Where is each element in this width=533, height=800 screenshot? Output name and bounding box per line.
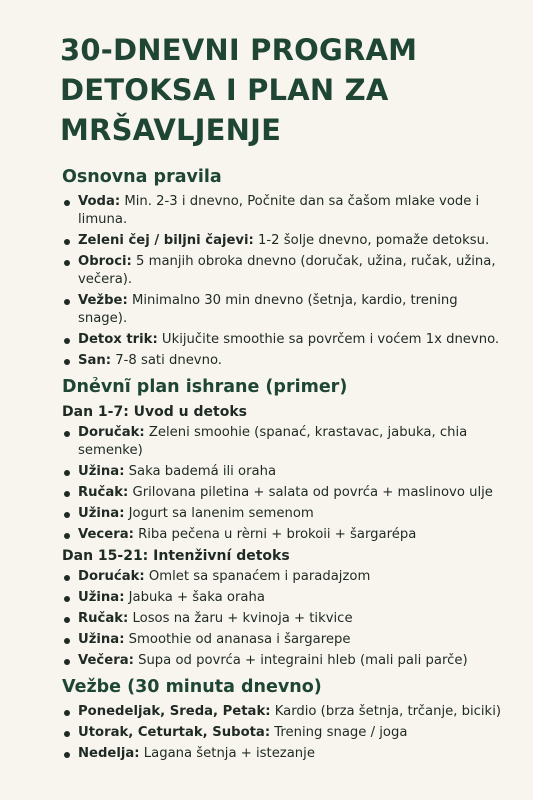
rules-list <box>62 193 509 370</box>
meal-plan-heading: Dnẻvnĩ plan ishrane (primer) <box>62 377 348 397</box>
item-text: 1-2 šolje dnevno, pomaže detoksu. <box>253 233 490 248</box>
phase2-list <box>62 568 509 670</box>
item-label: Večera: <box>78 653 134 668</box>
item-text: Losos na žaru + kvinoja + tikvice <box>128 611 353 626</box>
phase1-heading: Dan 1-7: Uvod u detoks <box>62 404 247 420</box>
meal-plan-section <box>62 376 509 670</box>
list-item <box>62 253 509 289</box>
item-label: Obroci: <box>78 254 132 269</box>
list-item <box>62 292 509 328</box>
item-label: Užina: <box>78 632 125 647</box>
list-item <box>62 724 509 742</box>
item-text: Min. 2-3 i dnevno, Počnite dan sa čašom mlake vode i limuna. <box>78 194 480 227</box>
item-text: Lagana šetnja + istezanje <box>139 746 315 761</box>
page-title <box>60 30 509 150</box>
item-label: Užina: <box>78 464 125 479</box>
item-label: Vecera: <box>78 527 134 542</box>
list-item <box>62 193 509 229</box>
item-text: Smoothie od ananasa i šargarepe <box>124 632 351 647</box>
list-item <box>62 505 509 523</box>
item-text: Minimalno 30 min dnevno (šetnja, kardio, trening snage). <box>78 293 458 326</box>
rules-section <box>62 166 509 370</box>
item-label: Doručak: <box>78 425 145 440</box>
item-text: Kardio (brza šetnja, trčanje, biciki) <box>270 704 501 719</box>
item-label: Ručak: <box>78 485 129 500</box>
item-label: Zeleni čej / biljni čajevi: <box>78 233 254 248</box>
item-label: Vežbe: <box>78 293 128 308</box>
list-item <box>62 610 509 628</box>
list-item <box>62 568 509 586</box>
item-text: Ukijučite smoothie sa povrčem i voćem 1x dnevno. <box>157 332 500 347</box>
item-text: Saka bademá ili oraha <box>124 464 277 479</box>
item-label: Užina: <box>78 590 125 605</box>
list-item <box>62 352 509 370</box>
exercise-section <box>62 676 509 763</box>
list-item <box>62 526 509 544</box>
list-item <box>62 589 509 607</box>
item-label: Detox trik: <box>78 332 158 347</box>
list-item <box>62 484 509 502</box>
phase1-list <box>62 424 509 544</box>
item-text: Omlet sa spanaćem i paradajzom <box>144 569 371 584</box>
item-label: Užina: <box>78 506 125 521</box>
item-text: 5 manjih obroka dnevno (doručak, užina, ručak, užina, večera). <box>78 254 496 287</box>
item-label: Utorak, Ceturtak, Subota: <box>78 725 271 740</box>
list-item <box>62 631 509 649</box>
item-text: Supa od povrća + integraini hleb (mali pali parče) <box>133 653 468 668</box>
list-item <box>62 331 509 349</box>
item-label: Ručak: <box>78 611 129 626</box>
title-line-1: 30-DNEVNI PROGRAM <box>60 33 418 67</box>
item-text: Grilovana piletina + salata od povrća + maslinovo ulje <box>128 485 493 500</box>
list-item <box>62 463 509 481</box>
list-item <box>62 232 509 250</box>
item-text: Jogurt sa lanenim semenom <box>124 506 314 521</box>
list-item <box>62 745 509 763</box>
item-text: 7-8 sati dnevno. <box>111 353 222 368</box>
rules-heading: Osnovna pravila <box>62 167 222 187</box>
title-line-2: DETOKSA I PLAN ZA <box>60 73 389 107</box>
item-label: Voda: <box>78 194 121 209</box>
item-text: Jabuka + šaka oraha <box>124 590 265 605</box>
title-line-3: MRŠAVLJENJE <box>60 113 282 147</box>
item-text: Trening snage / joga <box>270 725 408 740</box>
item-label: Dorućak: <box>78 569 145 584</box>
exercise-heading: Vežbe (30 minuta dnevno) <box>62 677 322 697</box>
list-item <box>62 424 509 460</box>
item-label: Nedelja: <box>78 746 140 761</box>
phase2-heading: Dan 15-21: Intenživní detoks <box>62 548 290 564</box>
item-text: Zeleni smoohie (spanać, krastavac, jabuka, chia semenke) <box>78 425 468 458</box>
item-label: Ponedeljak, Sreda, Petak: <box>78 704 271 719</box>
item-text: Riba pečena u rèrni + brokoii + šargarépa <box>133 527 417 542</box>
list-item <box>62 703 509 721</box>
list-item <box>62 652 509 670</box>
exercise-list <box>62 703 509 763</box>
item-label: San: <box>78 353 112 368</box>
